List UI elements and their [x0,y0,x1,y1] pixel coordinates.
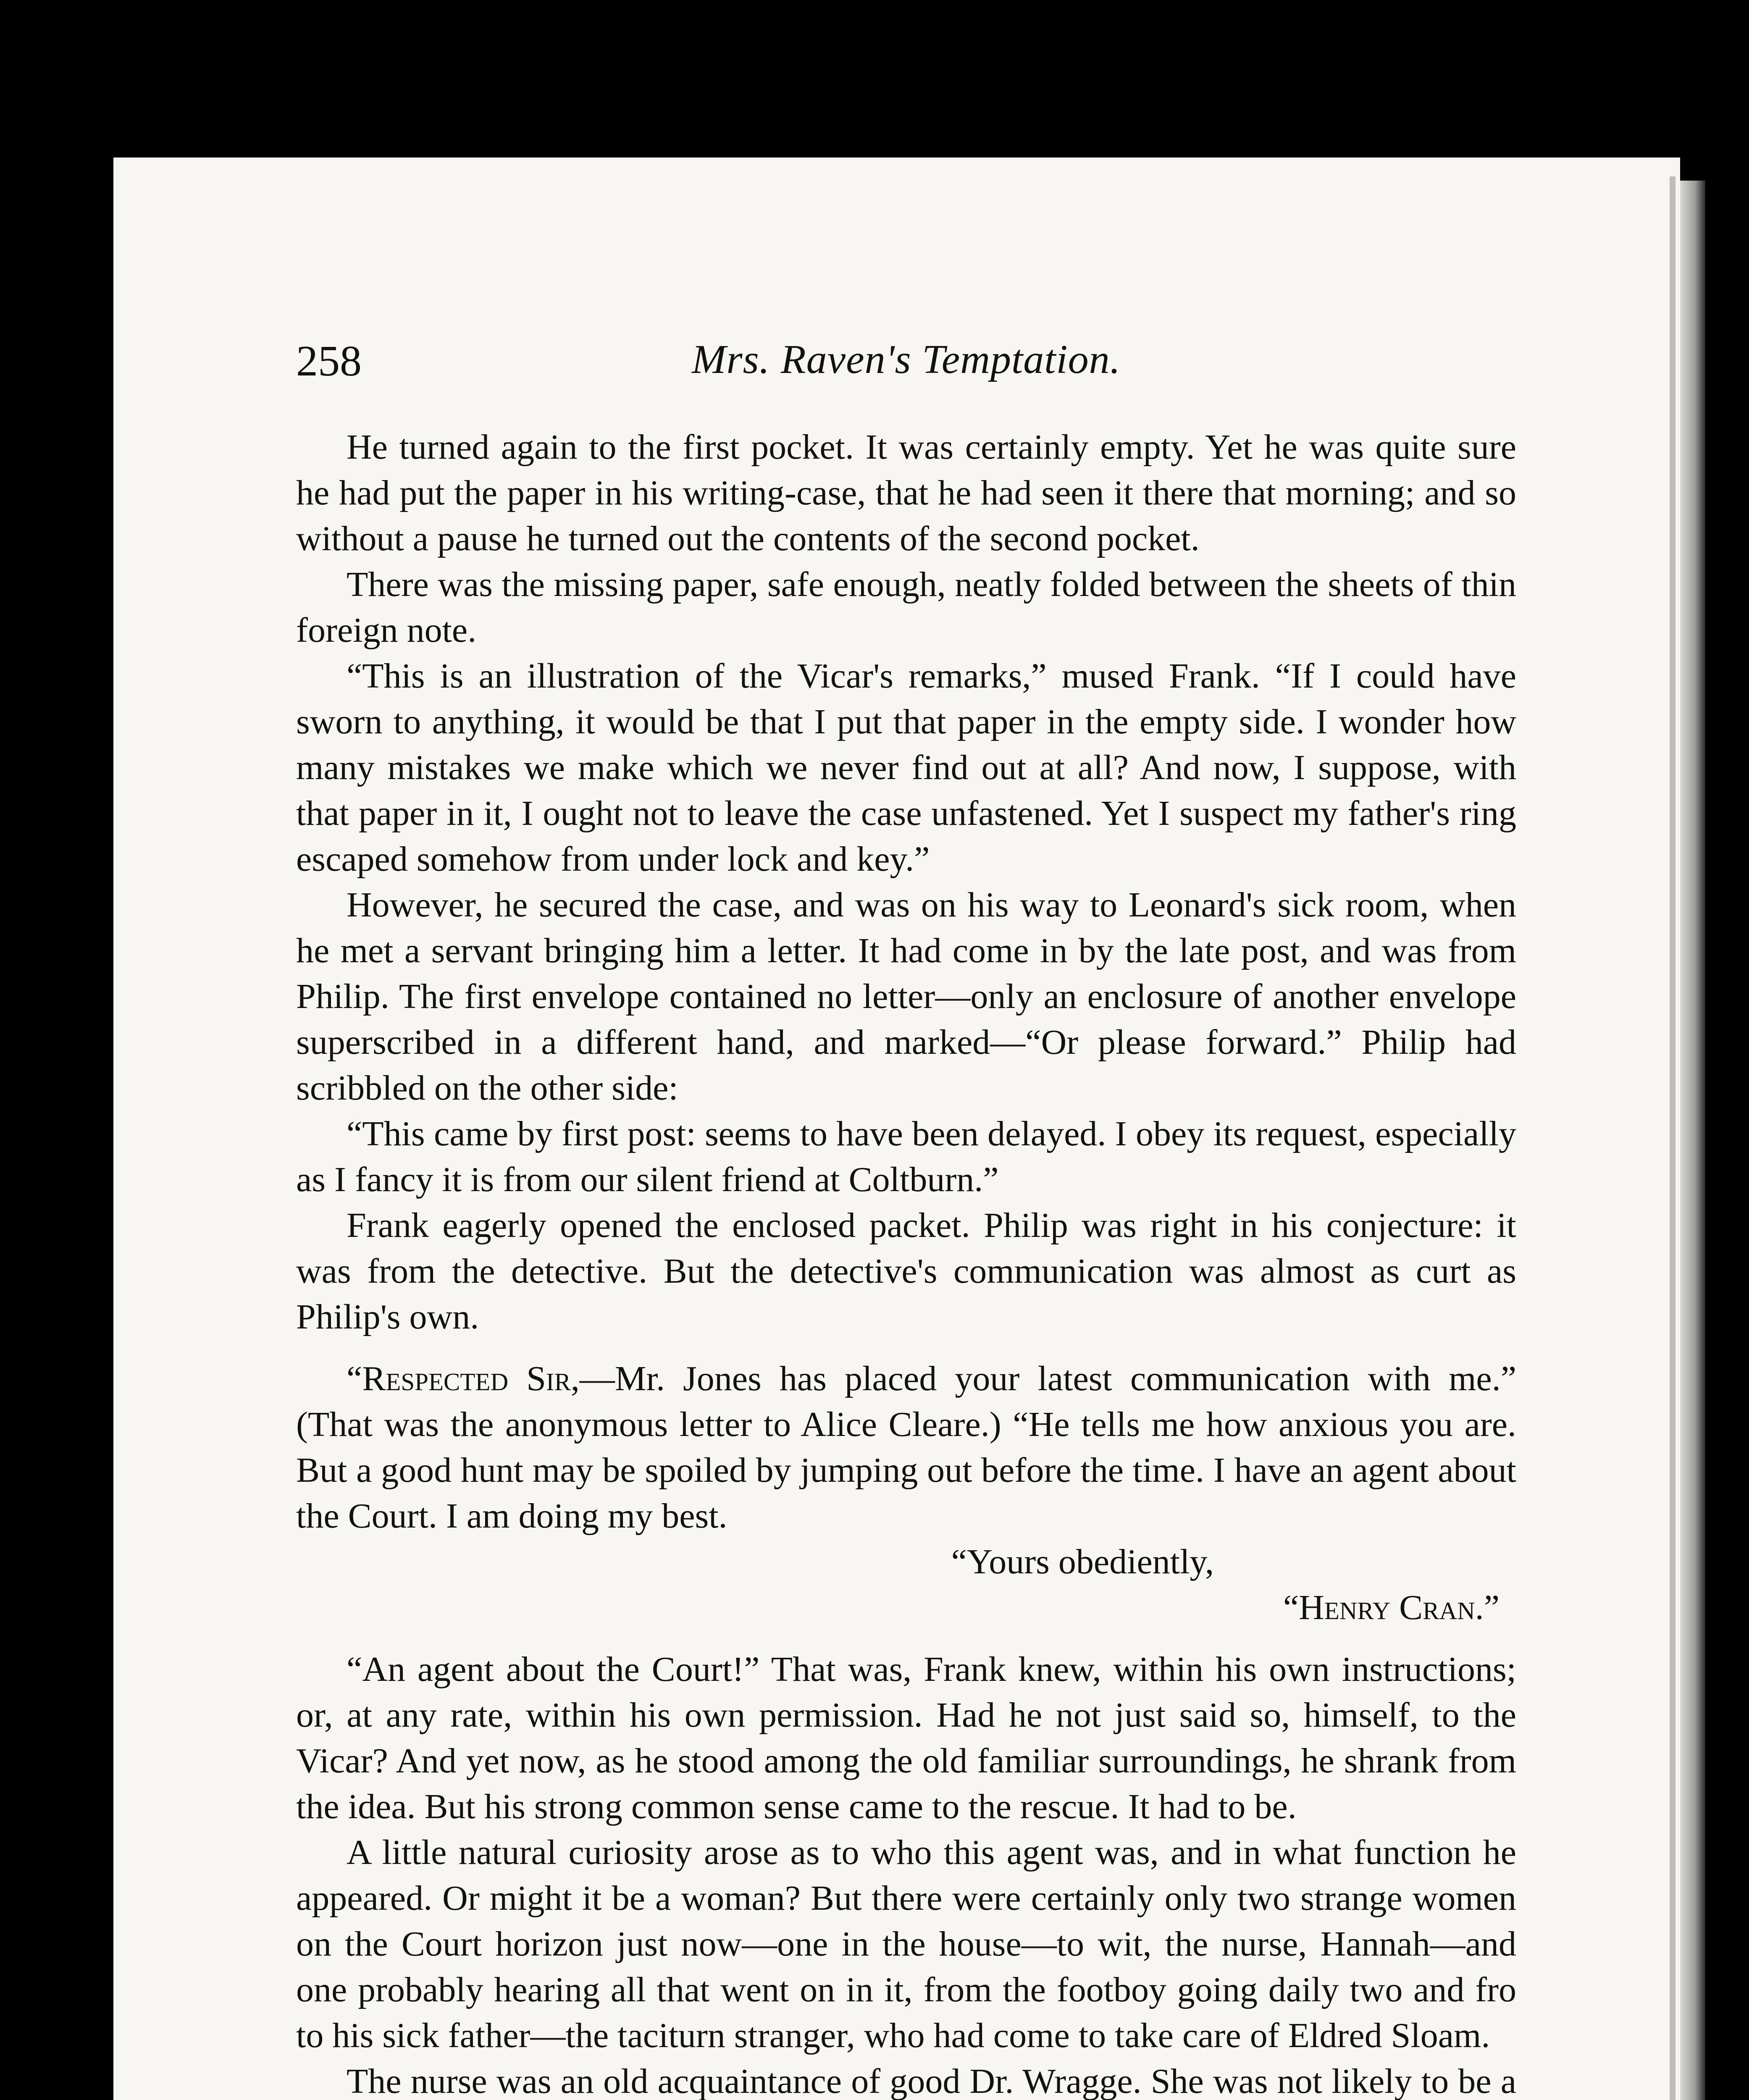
running-title: Mrs. Raven's Temptation. [691,337,1121,382]
paragraph-gap [296,1340,1516,1356]
letter-body [296,1356,1516,1539]
page-number: 258 [296,337,362,385]
body-text [296,424,1516,2100]
paragraph-2: There was the missing paper, safe enough, neatly folded between the sheets of thin foreign note. [296,565,1516,650]
paragraph-7: “An agent about the Court!” That was, Frank knew, within his own instructions; or, at any rate, within his own permission. Had he not just said so, himself, to the Vicar? And yet now, as he stood among the old familiar surroundings, he shrank from the idea. But his strong common sense came to the rescue. It had to be. [296,1650,1516,1826]
page-edge [1670,176,1675,2100]
paragraph-6: Frank eagerly opened the enclosed packet. Philip was right in his conjecture: it was from the detective. But the detective's communication was almost as curt as Philip's own. [296,1206,1516,1336]
paragraph-1: He turned again to the first pocket. It was certainly empty. Yet he was quite sure he had put the paper in his writing-case, that he had seen it there that morning; and so without a pause he turned out the contents of the second pocket. [296,428,1516,558]
paragraph-5: “This came by first post: seems to have been delayed. I obey its request, especially as I fancy it is from our silent friend at Coltburn.” [296,1114,1516,1199]
paragraph-gap [296,1630,1516,1646]
paragraph-4: However, he secured the case, and was on his way to Leonard's sick room, when he met a servant bringing him a letter. It had come in by the late post, and was from Philip. The first envelope contained no letter—only an enclosure of another envelope superscribed in a different hand, and marked—“Or please forward.” Philip had scribbled on the other side: [296,885,1516,1108]
paragraph-9: The nurse was an old acquaintance of good Dr. Wragge. She was not likely to be a [347,2062,1516,2100]
book-spine-shadow [1680,181,1705,2100]
letter-text: —Mr. Jones has placed your latest communication with me.” (That was the anonymous letter to Alice Cleare.) “He tells me how anxious you are. But a good hunt may be spoiled by jumping out before the time. I have an agent about the Court. I am doing my best. [296,1359,1516,1536]
running-head [296,336,1516,399]
paragraph-3: “This is an illustration of the Vicar's remarks,” mused Frank. “If I could have sworn to anything, it would be that I put that paper in the empty side. I wonder how many mistakes we make which we never find out at all? And now, I suppose, with that paper in it, I ought not to leave the case unfastened. Yet I suspect my father's ring escaped somehow from under lock and key.” [296,656,1516,879]
letter-signature: “Henry Cran.” [1283,1588,1500,1627]
letter-closing: “Yours obediently, [951,1542,1214,1581]
paragraph-8: A little natural curiosity arose as to who this agent was, and in what function he appeared. Or might it be a woman? But there were certainly only two strange women on the Court horizon just now—one in the house—to wit, the nurse, Hannah—and one probably hearing all that went on in it, from the footboy going daily two and fro to his sick father—the taciturn stranger, who had come to take care of Eldred Sloam. [296,1833,1516,2055]
letter-salutation: “Respected Sir, [347,1359,580,1398]
